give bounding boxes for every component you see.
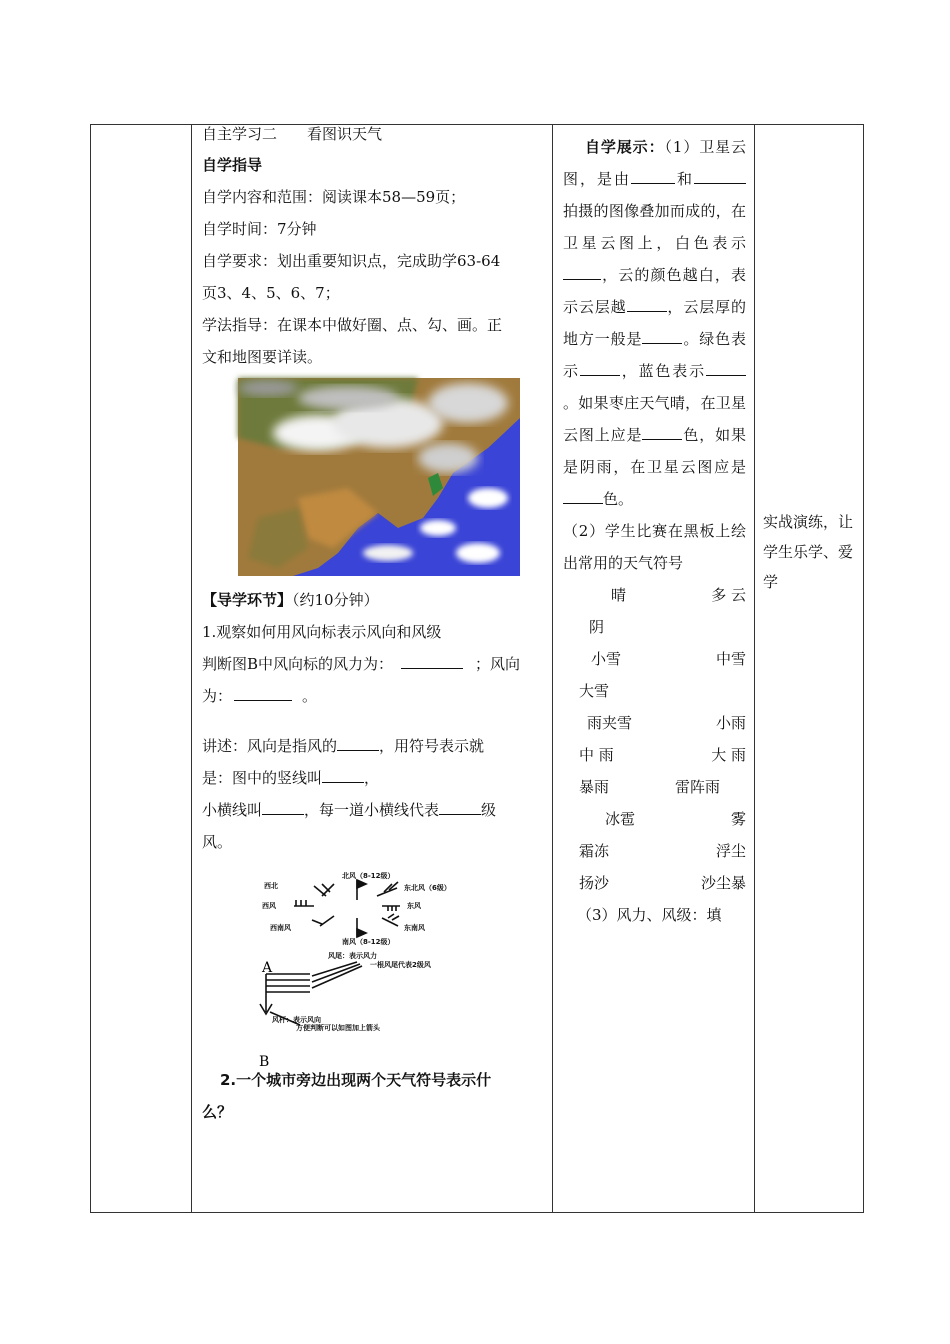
- display-text: 拍摄的图像叠加而成的，在卫星云图上，白色表示: [563, 202, 746, 252]
- wind-force-blank[interactable]: [401, 652, 463, 669]
- blank-wind[interactable]: [337, 734, 379, 751]
- wind-direction-blank[interactable]: [234, 684, 292, 701]
- section-label: 【导学环节】: [202, 591, 293, 609]
- blank-green[interactable]: [580, 359, 620, 376]
- blank-blue[interactable]: [706, 359, 746, 376]
- lesson-table: [90, 124, 864, 1213]
- requirement-line-2: 页3、4、5、6、7；: [202, 284, 340, 302]
- practice-text: 实战演练，让学生乐学、爱学: [763, 513, 854, 591]
- pole-note: 方便判断可以如图加上箭头: [296, 1024, 380, 1032]
- label-southwest: 西南风: [270, 924, 291, 932]
- explain-text: 小横线叫: [202, 801, 263, 819]
- blank-white[interactable]: [563, 263, 601, 280]
- display-text: 色，如果是阴雨，在卫星云图应是: [563, 426, 746, 476]
- label-b: B: [259, 1054, 270, 1070]
- symbol-moderate-snow: 中雪: [715, 650, 746, 668]
- explain-text: ，用符号表示就: [379, 737, 485, 755]
- time-line: 自学时间：7分钟: [202, 220, 317, 238]
- symbol-sandstorm: 沙尘暴: [700, 874, 746, 892]
- label-northeast: 东北风（6级）: [404, 884, 451, 892]
- wind-vane-diagram: [242, 862, 512, 1070]
- empty-column: [91, 125, 192, 1213]
- symbol-sleet: 雨夹雪: [587, 714, 633, 732]
- symbol-overcast: 阴: [589, 618, 605, 636]
- symbol-fog: 雾: [730, 810, 746, 828]
- symbol-blowing-sand: 扬沙: [579, 874, 610, 892]
- blank-vertical-line[interactable]: [322, 766, 364, 783]
- blank-sunny-color[interactable]: [642, 423, 682, 440]
- tail-note: 一根风尾代表2级风: [370, 961, 431, 969]
- blank-source-1[interactable]: [631, 167, 675, 184]
- display-text: ，云层厚的地方一般是: [563, 298, 746, 348]
- explain-text: 级: [481, 801, 497, 819]
- symbol-thunderstorm: 雷阵雨: [674, 778, 720, 796]
- blank-rain-color[interactable]: [563, 487, 603, 504]
- display-title: 自学展示：: [585, 138, 665, 156]
- method-line-1: 学法指导：在课本中做好圈、点、勾、画。正: [202, 316, 503, 334]
- blank-horizontal-line[interactable]: [262, 798, 304, 815]
- requirement-line-1: 自学要求：划出重要知识点，完成助学63-64: [202, 252, 501, 270]
- practice-column: [755, 125, 864, 1213]
- label-east: 东风: [407, 902, 421, 910]
- explain-text: 是：图中的竖线叫: [202, 769, 323, 787]
- label-south: 南风（8-12级）: [342, 938, 395, 946]
- section-time: （约10分钟）: [292, 591, 379, 609]
- display-text: ，蓝色表示: [619, 362, 706, 380]
- explain-text: 讲述：风向是指风的: [202, 737, 338, 755]
- display-part-2: （2）学生比赛在黑板上绘出常用的天气符号: [563, 522, 746, 572]
- satellite-cloud-image: [238, 378, 520, 576]
- self-display-column: [553, 125, 755, 1213]
- symbol-heavy-snow: 大雪: [579, 682, 610, 700]
- label-a: A: [262, 960, 273, 976]
- tail-label: 风尾：表示风力: [328, 952, 377, 960]
- symbol-light-snow: 小雪: [591, 650, 622, 668]
- question-2-line-1: 2.一个城市旁边出现两个天气符号表示什: [220, 1071, 492, 1089]
- explain-text: ，: [364, 769, 380, 787]
- self-study-column: [192, 125, 553, 1213]
- symbol-hail: 冰雹: [605, 810, 636, 828]
- display-text: 和: [674, 170, 694, 188]
- symbol-heavy-rain: 大 雨: [711, 746, 746, 764]
- symbol-frost: 霜冻: [579, 842, 610, 860]
- scope-line: 自学内容和范围：阅读课本58—59页；: [202, 188, 466, 206]
- symbol-light-rain: 小雨: [715, 714, 746, 732]
- section-heading: 自主学习二 看图识天气: [202, 125, 383, 143]
- display-text: 色。: [603, 490, 634, 508]
- display-text: （1）卫星云图，是由: [563, 138, 746, 188]
- blank-weather[interactable]: [642, 327, 682, 344]
- question-1-text-end: ；风向: [475, 655, 521, 673]
- display-part-3: （3）风力、风级：填: [577, 906, 722, 924]
- pole-label: 风杆：表示风向: [272, 1016, 321, 1024]
- question-2-line-2: 么？: [202, 1103, 233, 1121]
- display-text: 。绿色表示: [563, 330, 746, 380]
- question-1-title: 1.观察如何用风向标表示风向和风级: [202, 623, 442, 641]
- display-text: 。如果枣庄天气晴，在卫星云图上应是: [563, 394, 746, 444]
- question-1-period: 。: [302, 687, 318, 705]
- symbol-cloudy: 多 云: [711, 586, 746, 604]
- guide-title: 自学指导: [202, 156, 263, 174]
- label-northwest: 西北: [264, 882, 278, 890]
- symbol-sunny: 晴: [611, 586, 627, 604]
- symbol-moderate-rain: 中 雨: [579, 746, 614, 764]
- blank-source-2[interactable]: [694, 167, 746, 184]
- label-north: 北风（8-12级）: [342, 872, 395, 880]
- question-1-text: 判断图B中风向标的风力为：: [202, 655, 394, 673]
- label-southeast: 东南风: [404, 924, 425, 932]
- blank-level[interactable]: [439, 798, 481, 815]
- symbol-floating-dust: 浮尘: [715, 842, 746, 860]
- label-west: 西风: [262, 902, 276, 910]
- explain-text: 风。: [202, 833, 233, 851]
- question-1-text-2: 为：: [202, 687, 233, 705]
- symbol-rainstorm: 暴雨: [579, 778, 610, 796]
- method-line-2: 文和地图要详读。: [202, 348, 323, 366]
- display-text: ，云的颜色越白，表示云层越: [563, 266, 746, 316]
- explain-text: ，每一道小横线代表: [304, 801, 440, 819]
- blank-thick[interactable]: [627, 295, 667, 312]
